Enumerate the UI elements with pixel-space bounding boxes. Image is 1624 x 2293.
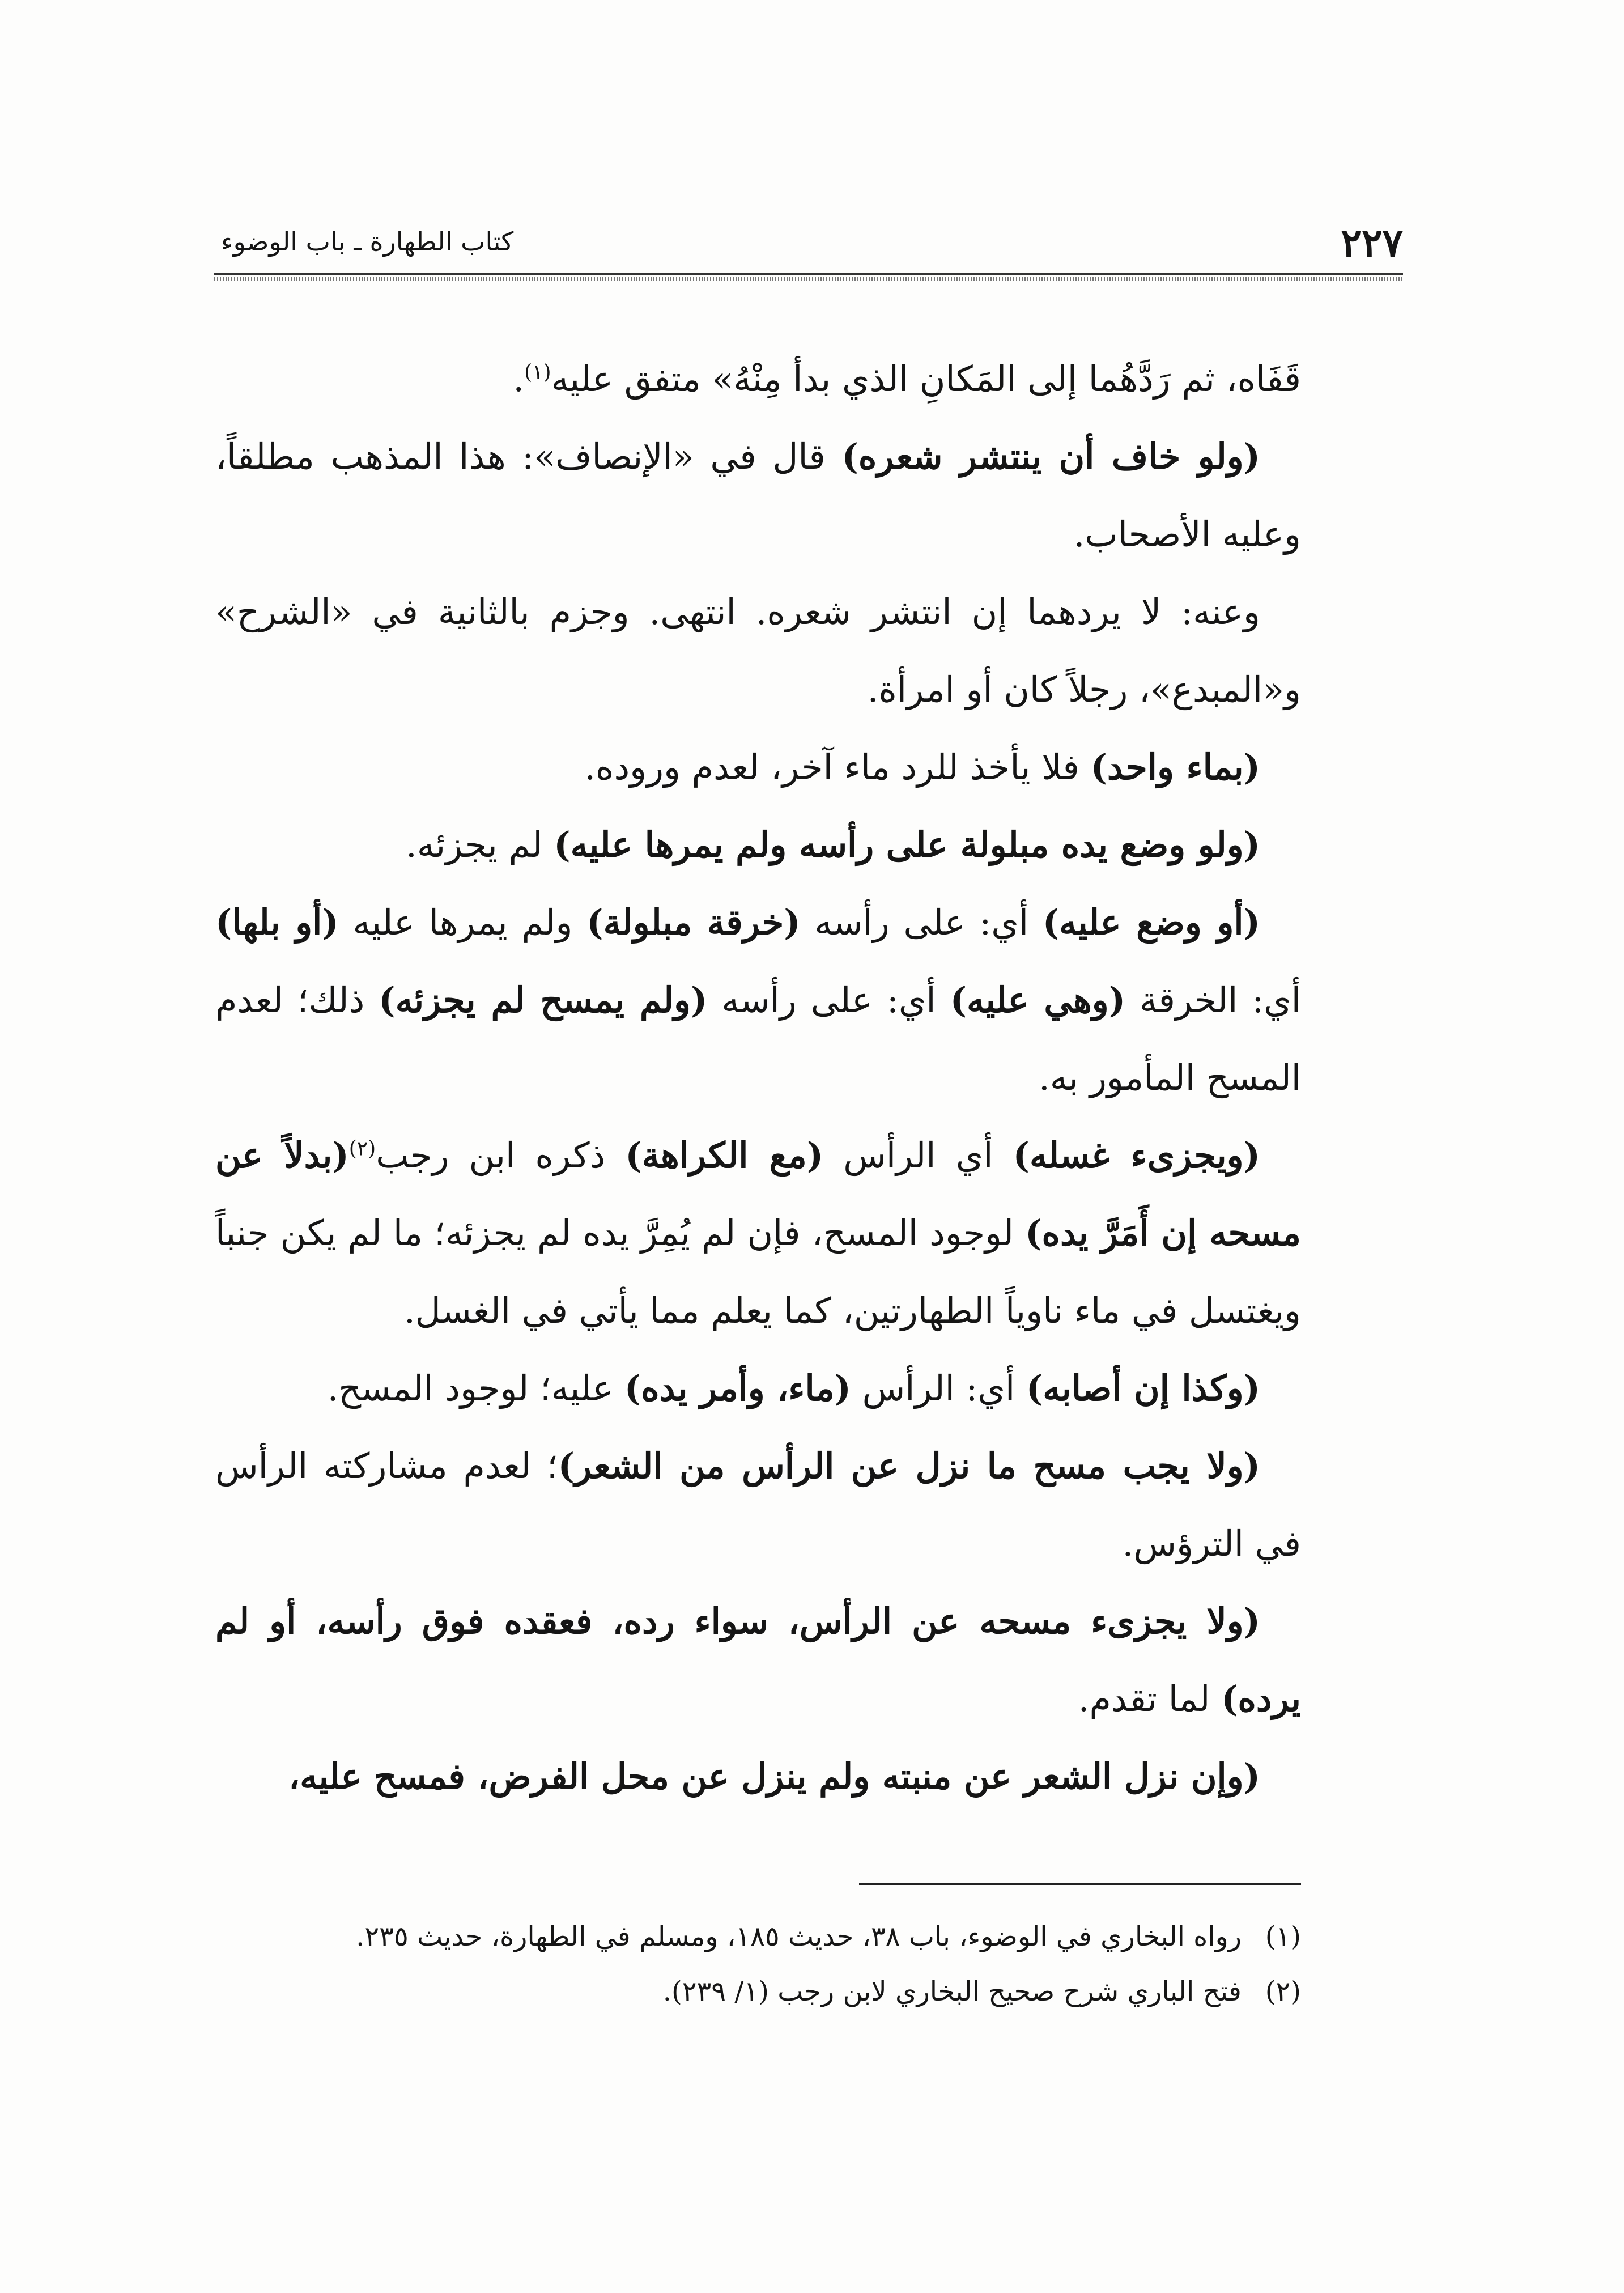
body-text xyxy=(215,340,1301,1815)
bold-text-run: (ماء، وأمر يده) xyxy=(624,1368,851,1409)
paragraph-5 xyxy=(215,806,1301,884)
footnotes xyxy=(227,1910,1301,2020)
paragraph-3 xyxy=(215,573,1301,728)
text-run: ذكره ابن رجب xyxy=(376,1135,626,1176)
footnote-ref-1: (١) xyxy=(524,360,551,384)
text-run: ؛ لعدم مشاركته الرأس في الترؤس. xyxy=(215,1445,1301,1564)
bold-text-run: (ولو وضع يده مبلولة على رأسه ولم يمرها عليه) xyxy=(554,824,1260,865)
text-run: ذلك؛ لعدم المسح المأمور به. xyxy=(215,979,1301,1098)
bold-text-run: (مع الكراهة) xyxy=(625,1135,824,1176)
bold-text-run: (أو بلها) xyxy=(215,902,339,943)
text-run: لما تقدم. xyxy=(1078,1678,1222,1719)
footnote-1 xyxy=(227,1910,1301,1964)
text-run: فلا يأخذ للرد ماء آخر، لعدم وروده. xyxy=(584,746,1091,788)
bold-text-run: (وهي عليه) xyxy=(950,979,1126,1021)
text-run: أي: الخرقة xyxy=(1125,979,1301,1021)
footnote-text: فتح الباري شرح صحيح البخاري لابن رجب (١/ ٢٣٩). xyxy=(662,1976,1242,2007)
footnote-rule xyxy=(859,1883,1301,1885)
bold-text-run: (خرقة مبلولة) xyxy=(586,902,801,943)
chapter-title: كتاب الطهارة ـ باب الوضوء xyxy=(221,226,514,257)
text-run: وعنه: لا يردهما إن انتشر شعره. انتهى. وجزم بالثانية في «الشرح» و«المبدع»، رجلاً كان أو امرأة. xyxy=(215,591,1301,710)
bold-text-run: (ولو خاف أن ينتشر شعره) xyxy=(841,436,1261,477)
bold-text-run: (وإن نزل الشعر عن منبته ولم ينزل عن محل الفرض، فمسح عليه، xyxy=(288,1756,1260,1797)
paragraph-8 xyxy=(215,1349,1301,1427)
text-run: أي الرأس xyxy=(823,1135,1013,1176)
bold-text-run: (بدلاً عن مسحه إن أَمَرَّ يده) xyxy=(215,1135,1301,1254)
text-run: عليه؛ لوجود المسح. xyxy=(327,1368,624,1409)
paragraph-2 xyxy=(215,418,1301,573)
footnote-number: (٢) xyxy=(1265,1976,1301,2007)
footnote-2 xyxy=(227,1965,1301,2019)
paragraph-6 xyxy=(215,884,1301,1116)
bold-text-run: (ولا يجزىء مسحه عن الرأس، سواء رده، فعقده فوق رأسه، أو لم يرده) xyxy=(215,1600,1301,1719)
bold-text-run: (وكذا إن أصابه) xyxy=(1026,1368,1260,1409)
paragraph-10 xyxy=(215,1582,1301,1738)
footnote-text: رواه البخاري في الوضوء، باب ٣٨، حديث ١٨٥، ومسلم في الطهارة، حديث ٢٣٥. xyxy=(356,1921,1242,1952)
text-run: لوجود المسح، فإن لم يُمِرَّ يده لم يجزئه؛ ما لم يكن جنباً ويغتسل في ماء ناوياً الطهارتين، كما يعلم مما يأتي في الغسل. xyxy=(215,1212,1301,1331)
text-run: قَفَاه، ثم رَدَّهُما إلى المَكانِ الذي بدأ مِنْهُ» متفق عليه xyxy=(551,358,1301,400)
text-run: أي: على رأسه xyxy=(800,902,1043,943)
paragraph-11 xyxy=(215,1738,1301,1815)
text-run: أي: على رأسه xyxy=(707,979,950,1021)
paragraph-4 xyxy=(215,728,1301,806)
text-run: قال في «الإنصاف»: هذا المذهب مطلقاً، وعليه الأصحاب. xyxy=(215,436,1301,555)
footnote-number: (١) xyxy=(1265,1921,1301,1952)
footnote-ref-2: (٢) xyxy=(348,1137,376,1161)
text-run: ولم يمرها عليه xyxy=(338,902,587,943)
text-run: أي: الرأس xyxy=(851,1368,1026,1409)
paragraph-1 xyxy=(215,340,1301,418)
bold-text-run: (ولا يجب مسح ما نزل عن الرأس من الشعر) xyxy=(558,1445,1260,1487)
paragraph-9 xyxy=(215,1427,1301,1582)
text-run: لم يجزئه. xyxy=(406,824,554,865)
bold-text-run: (بماء واحد) xyxy=(1090,746,1260,788)
bold-text-run: (أو وضع عليه) xyxy=(1042,902,1260,943)
page-number: ٢٢٧ xyxy=(1341,220,1403,266)
bold-text-run: (ولم يمسح لم يجزئه) xyxy=(379,979,708,1021)
bold-text-run: (ويجزىء غسله) xyxy=(1013,1135,1260,1176)
text-run: . xyxy=(513,358,525,400)
paragraph-7 xyxy=(215,1116,1301,1349)
header-rule xyxy=(214,273,1403,283)
